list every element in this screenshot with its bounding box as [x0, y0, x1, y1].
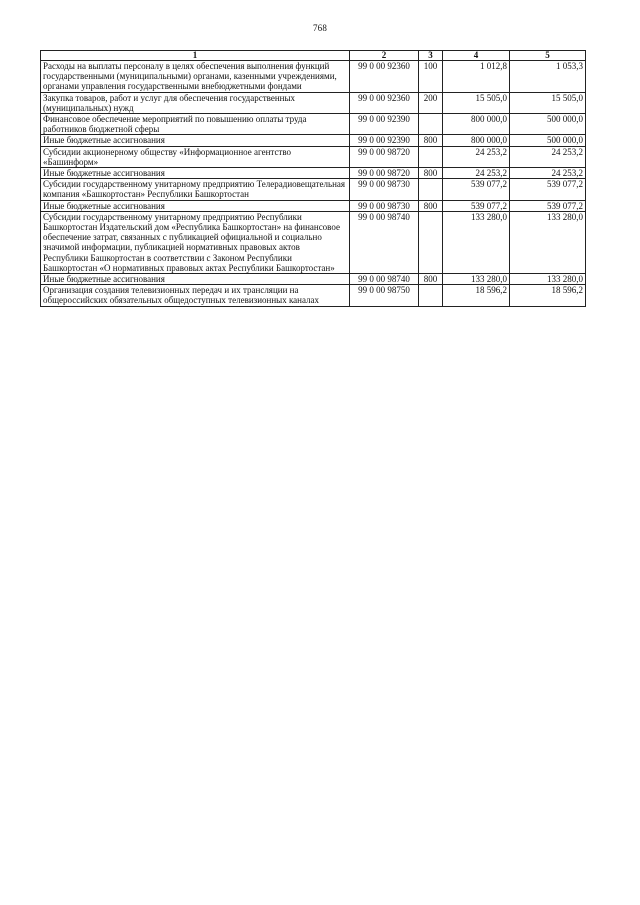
budget-table: [40, 50, 586, 307]
row-name: Субсидии государственному унитарному предприятию Республики Башкортостан Издательский дом «Республика Башкортостан» на финансовое обеспечение затрат, связанных с публикацией официальной и социально значимой информации, публикацией нормативных правовых актов Республики Башкортостан в соответствии с Законом Республики Башкортостан «О нормативных правовых актах Республики Башкортостан»: [41, 211, 350, 273]
row-value-2: 500 000,0: [510, 135, 586, 146]
row-name: Расходы на выплаты персоналу в целях обеспечения выполнения функций государственными (муниципальными) органами, казенными учреждениями, органами управления государственными внебюджетными фондами: [41, 61, 350, 93]
row-value-2: 133 280,0: [510, 274, 586, 285]
row-code: 99 0 00 92360: [350, 61, 419, 93]
table-row: [41, 114, 586, 135]
header-col-1: 1: [41, 51, 350, 61]
row-value-1: 15 505,0: [443, 92, 510, 113]
row-type: 100: [419, 61, 443, 93]
row-type: 800: [419, 274, 443, 285]
row-name: Субсидии акционерному обществу «Информационное агентство «Башинформ»: [41, 146, 350, 167]
table-row: [41, 274, 586, 285]
header-col-4: 4: [443, 51, 510, 61]
table-row: [41, 211, 586, 273]
table-row: [41, 285, 586, 306]
row-value-1: 539 077,2: [443, 200, 510, 211]
row-value-2: 1 053,3: [510, 61, 586, 93]
row-code: 99 0 00 98740: [350, 274, 419, 285]
row-code: 99 0 00 92360: [350, 92, 419, 113]
table-row: [41, 135, 586, 146]
row-value-2: 24 253,2: [510, 168, 586, 179]
row-type: [419, 179, 443, 200]
row-type: [419, 114, 443, 135]
row-value-1: 1 012,8: [443, 61, 510, 93]
table-row: [41, 146, 586, 167]
row-type: 800: [419, 200, 443, 211]
table-row: [41, 179, 586, 200]
row-value-1: 800 000,0: [443, 135, 510, 146]
table-row: [41, 92, 586, 113]
row-type: 800: [419, 135, 443, 146]
row-name: Иные бюджетные ассигнования: [41, 274, 350, 285]
header-col-5: 5: [510, 51, 586, 61]
row-code: 99 0 00 92390: [350, 135, 419, 146]
row-value-2: 24 253,2: [510, 146, 586, 167]
row-value-1: 24 253,2: [443, 168, 510, 179]
row-name: Субсидии государственному унитарному предприятию Телерадиовещательная компания «Башкортостан» Республики Башкортостан: [41, 179, 350, 200]
row-type: 800: [419, 168, 443, 179]
row-value-2: 500 000,0: [510, 114, 586, 135]
row-name: Иные бюджетные ассигнования: [41, 135, 350, 146]
row-type: [419, 285, 443, 306]
row-type: [419, 211, 443, 273]
row-name: Организация создания телевизионных передач и их трансляции на общероссийских обязательных общедоступных телевизионных каналах: [41, 285, 350, 306]
row-value-1: 24 253,2: [443, 146, 510, 167]
row-code: 99 0 00 98720: [350, 168, 419, 179]
table-row: [41, 200, 586, 211]
row-name: Финансовое обеспечение мероприятий по повышению оплаты труда работников бюджетной сферы: [41, 114, 350, 135]
header-col-3: 3: [419, 51, 443, 61]
row-name: Иные бюджетные ассигнования: [41, 168, 350, 179]
row-code: 99 0 00 98720: [350, 146, 419, 167]
row-name: Иные бюджетные ассигнования: [41, 200, 350, 211]
row-type: [419, 146, 443, 167]
row-value-2: 15 505,0: [510, 92, 586, 113]
row-value-1: 18 596,2: [443, 285, 510, 306]
row-type: 200: [419, 92, 443, 113]
row-code: 99 0 00 98740: [350, 211, 419, 273]
table-row: [41, 61, 586, 93]
row-value-1: 800 000,0: [443, 114, 510, 135]
table-row: [41, 168, 586, 179]
row-code: 99 0 00 92390: [350, 114, 419, 135]
row-code: 99 0 00 98750: [350, 285, 419, 306]
row-code: 99 0 00 98730: [350, 200, 419, 211]
table-header-row: [41, 51, 586, 61]
row-value-1: 133 280,0: [443, 211, 510, 273]
row-value-2: 133 280,0: [510, 211, 586, 273]
header-col-2: 2: [350, 51, 419, 61]
page-number: 768: [312, 23, 328, 33]
row-name: Закупка товаров, работ и услуг для обеспечения государственных (муниципальных) нужд: [41, 92, 350, 113]
row-value-2: 18 596,2: [510, 285, 586, 306]
row-value-2: 539 077,2: [510, 179, 586, 200]
row-value-1: 539 077,2: [443, 179, 510, 200]
row-value-1: 133 280,0: [443, 274, 510, 285]
row-value-2: 539 077,2: [510, 200, 586, 211]
row-code: 99 0 00 98730: [350, 179, 419, 200]
